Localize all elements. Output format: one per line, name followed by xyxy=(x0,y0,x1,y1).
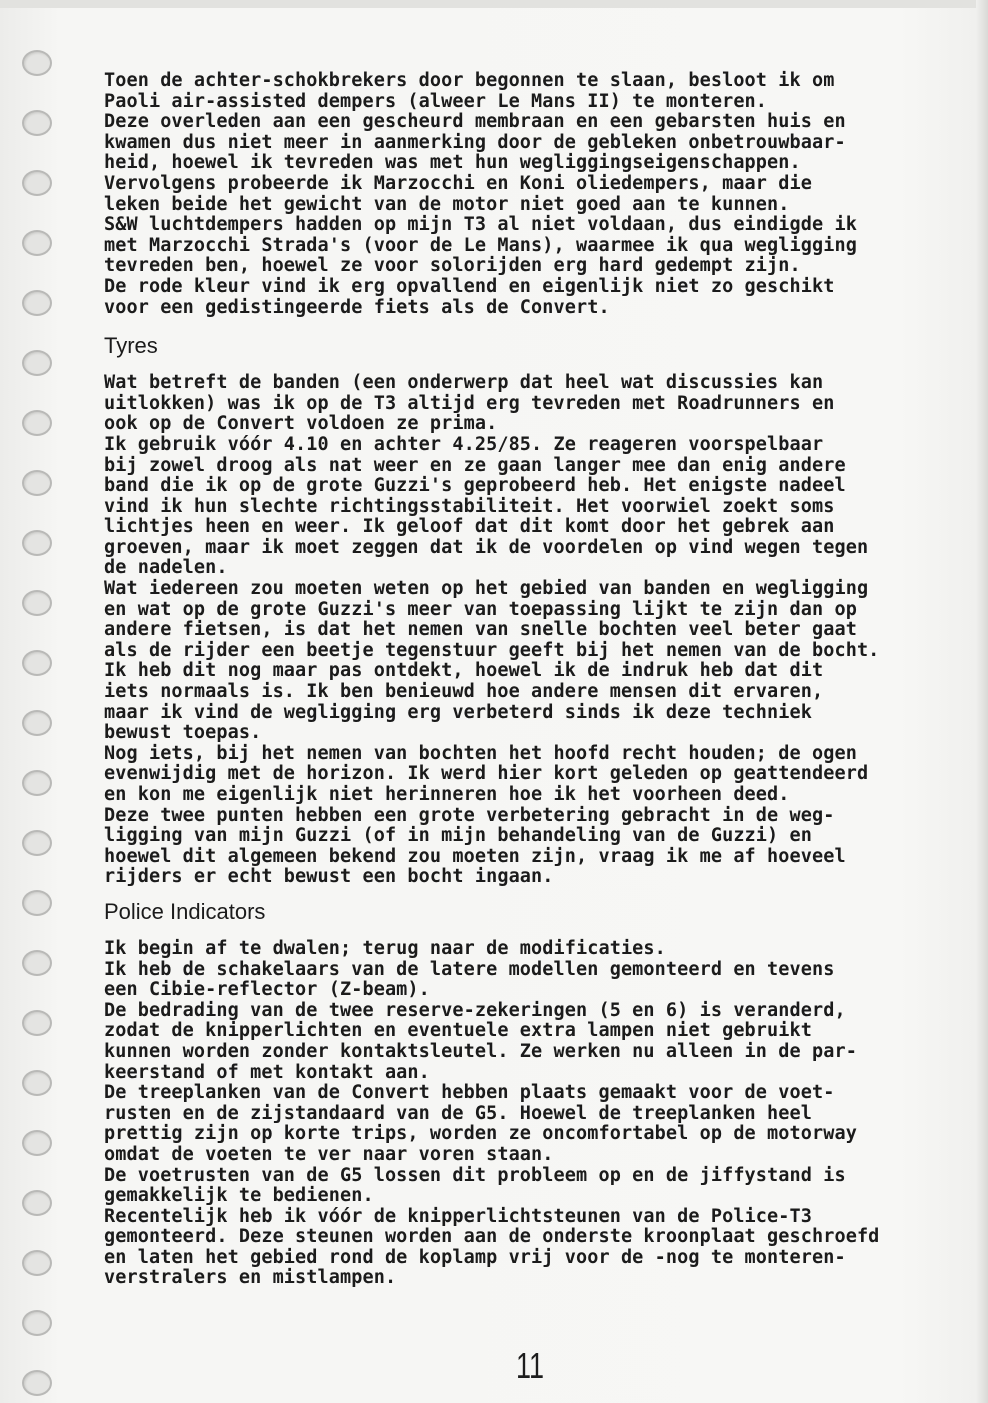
binder-hole xyxy=(22,110,52,136)
binder-hole xyxy=(22,290,52,316)
page-top-edge xyxy=(0,0,988,8)
binder-hole xyxy=(22,650,52,676)
binder-hole xyxy=(22,1190,52,1216)
intro-paragraph: Toen de achter-schokbrekers door begonnen te slaan, besloot ik om Paoli air-assisted dempers (alweer Le Mans II) te monteren. Deze overleden aan een gescheurd membraan en een gebarsten huis en kwamen dus niet meer in aanmerking door de gebleken onbetrouwbaar- heid, hoewel ik tevreden was met hun wegliggingseigenschappen. Vervolgens probeerde ik Marzocchi en Koni oliedempers, maar die leken beide het gewicht van de motor niet goed aan te kunnen. S&W luchtdempers hadden op mijn T3 al niet voldaan, dus eindigde ik met Marzocchi Strada's (voor de Le Mans), waarmee ik qua wegligging tevreden ben, hoewel ze voor solorijden erg hard gedempt zijn. De rode kleur vind ik erg opvallend en eigenlijk niet zo geschikt voor een gedistingeerde fiets als de Convert. xyxy=(104,70,857,318)
section-heading-tyres: Tyres xyxy=(104,333,158,359)
binder-hole xyxy=(22,470,52,496)
binder-hole xyxy=(22,1070,52,1096)
binder-hole xyxy=(22,1370,52,1396)
page-number: 11 xyxy=(516,1345,545,1386)
binder-hole xyxy=(22,1250,52,1276)
binder-hole xyxy=(22,350,52,376)
tyres-paragraph: Wat betreft de banden (een onderwerp dat heel wat discussies kan uitlokken) was ik op de T3 altijd erg tevreden met Roadrunners en ook op de Convert voldoen ze prima. Ik gebruik vóór 4.10 en achter 4.25/85. Ze reageren voorspelbaar bij zowel droog als nat weer en ze gaan langer mee dan enig andere band die ik op de grote Guzzi's geprobeerd heb. Het enigste nadeel vind ik hun slechte richtingsstabiliteit. Het voorwiel zoekt soms lichtjes heen en weer. Ik geloof dat dit komt door het gebrek aan groeven, maar ik moet zeggen dat ik de voordelen op vind wegen tegen de nadelen. Wat iedereen zou moeten weten op het gebied van banden en wegligging en wat op de grote Guzzi's meer van toepassing lijkt te zijn dan op andere fietsen, is dat het nemen van snelle bochten veel beter gaat als de rijder een beetje tegenstuur geeft bij het nemen van de bocht. Ik heb dit nog maar pas ontdekt, hoewel ik de indruk heb dat dit iets normaals is. Ik ben benieuwd hoe andere mensen dit ervaren, maar ik vind de wegligging erg verbeterd sinds ik deze techniek bewust toepas. Nog iets, bij het nemen van bochten het hoofd recht houden; de ogen evenwijdig met de horizon. Ik werd hier kort geleden op geattendeerd en kon me eigenlijk niet herinneren hoe ik het voorheen deed. Deze twee punten hebben een grote verbetering gebracht in de weg- ligging van mijn Guzzi (of in mijn behandeling van de Guzzi) en hoewel dit algemeen bekend zou moeten zijn, vraag ik me af hoeveel rijders er echt bewust een bocht ingaan. xyxy=(104,372,880,888)
section-heading-police-indicators: Police Indicators xyxy=(104,898,266,924)
binder-hole xyxy=(22,770,52,796)
binder-hole xyxy=(22,170,52,196)
binder-hole xyxy=(22,1130,52,1156)
binder-hole xyxy=(22,830,52,856)
binder-holes xyxy=(22,48,52,1398)
binder-hole xyxy=(22,410,52,436)
binder-hole xyxy=(22,590,52,616)
binder-hole xyxy=(22,890,52,916)
binder-hole xyxy=(22,1010,52,1036)
binder-hole xyxy=(22,710,52,736)
binder-hole xyxy=(22,530,52,556)
binder-hole xyxy=(22,950,52,976)
article-body xyxy=(104,71,974,1289)
binder-hole xyxy=(22,50,52,76)
police-indicators-paragraph: Ik begin af te dwalen; terug naar de modificaties. Ik heb de schakelaars van de latere modellen gemonteerd en tevens een Cibie-reflector (Z-beam). De bedrading van de twee reserve-zekeringen (5 en 6) is veranderd, zodat de knipperlichten en eventuele extra lampen niet gebruikt kunnen worden zonder kontaktsleutel. Ze werken nu alleen in de par- keerstand of met kontakt aan. De treeplanken van de Convert hebben plaats gemaakt voor de voet- rusten en de zijstandaard van de G5. Hoewel de treeplanken heel prettig zijn op korte trips, worden ze oncomfortabel op de motorway omdat de voeten te ver naar voren staan. De voetrusten van de G5 lossen dit probleem op en de jiffystand is gemakkelijk te bedienen. Recentelijk heb ik vóór de knipperlichtsteunen van de Police-T3 gemonteerd. Deze steunen worden aan de onderste kroonplaat geschroefd en laten het gebied rond de koplamp vrij voor de -nog te monteren- verstralers en mistlampen. xyxy=(104,937,880,1289)
binder-hole xyxy=(22,1310,52,1336)
binder-hole xyxy=(22,230,52,256)
page-right-edge xyxy=(976,0,988,1403)
